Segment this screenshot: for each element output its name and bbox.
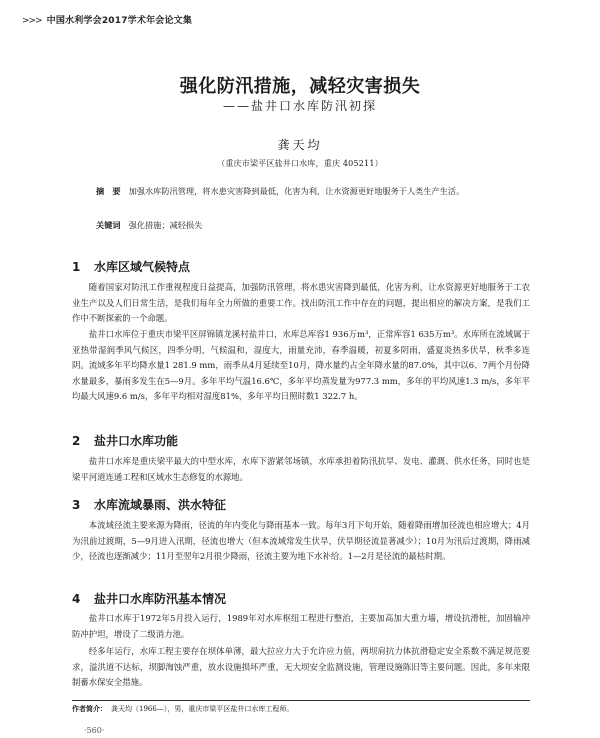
section-title: 水库区域气候特点 [94,260,191,274]
paper-subtitle: ——盐井口水库防汛初探 [222,99,377,113]
paragraph-1-1: 随着国家对防汛工作重视程度日益提高，加强防汛管理，将水患灾害降到最低，化害为利，让水资源更好地服务于工农业生产以及人们日常生活，是我们每年全力所做的重要工作。找出防汛工作中存在的问题，提出相应的解决方案，是我们工作中不断探索的一个命题。 [72,282,530,323]
running-header [22,13,192,26]
author-affiliation: （重庆市梁平区盐井口水库，重庆 405211） [217,159,383,168]
keywords-label: 关键词 [96,220,121,230]
footnote [72,704,530,714]
section-title: 盐井口水库功能 [94,434,179,448]
section-heading-3 [72,496,226,513]
footnote-text: 龚天均（1966—），男，重庆市梁平区盐井口水库工程师。 [111,705,294,713]
author-name: 龚天均 [277,138,323,152]
footnote-label: 作者简介： [72,705,107,713]
section-number: 2 [72,434,81,448]
footnote-divider [72,700,530,701]
section-number: 4 [72,592,81,606]
abstract [96,184,516,199]
page-number: ·560· [84,726,105,735]
abstract-text: 加强水库防汛管理，将水患灾害降到最低，化害为利，让水资源更好地服务于人类生产生活。 [128,186,465,196]
abstract-label: 摘 要 [96,186,121,196]
section-heading-2 [72,432,178,449]
paper-title: 强化防汛措施，减轻灾害损失 [179,76,421,97]
section-number: 1 [72,260,81,274]
section-heading-4 [72,590,226,607]
paragraph-4-2: 经多年运行，水库工程主要存在坝体单薄，最大拉应力大于允许应力值，两坝肩抗力体抗滑稳定安全系数不满足规范要求，溢洪道不达标，坝脚淘蚀严重，放水设施损坏严重，无大坝安全监测设施，管理设施陈旧等主要问题。因此，多年来限制蓄水保安全措施。 [72,646,530,687]
running-header-text: 中国水利学会2017学术年会论文集 [46,16,193,26]
section-title: 水库流域暴雨、洪水特征 [94,498,227,512]
section-heading-1 [72,258,190,275]
chevron-right-icon: >>> [22,16,42,26]
section-number: 3 [72,498,81,512]
paragraph-4-1: 盐井口水库于1972年5月投入运行，1989年对水库枢纽工程进行整治，主要加高加大重力墙，增设抗滑桩，加固输冲防冲护坦，增设了二级消力池。 [72,613,530,639]
keywords [96,220,516,231]
keywords-text: 强化措施；减轻损失 [128,220,203,230]
paragraph-2-1: 盐井口水库是重庆梁平最大的中型水库，水库下游紧邻场镇，水库承担着防汛抗旱、发电、灌溉、供水任务，同时也是梁平河道连通工程和区域水生态修复的水源地。 [72,456,530,482]
paragraph-1-2: 盐井口水库位于重庆市梁平区屏锦镇龙溪村盐井口，水库总库容1 936万m³，正常库容1 635万m³。水库所在流域属于亚热带湿润季风气候区，四季分明，气候温和，湿度大，雨量充沛，春季温暖，初夏多阴雨，盛夏炎热多伏旱，秋季多连阴。流域多年平均降水量1 281.9 mm，雨季从4月延续至10月，降水量约占全年降水量的87.0%，其中以6、7两个月份降水量最多，暴雨多发生在5—9月。多年平均气温16.6℃，多年平均蒸发量为977.3 mm，多年的平均风速1.3 m/s，多年平均最大风速9.6 m/s，多年平均相对湿度81%，多年平均日照时数1 322.7 h。 [72,329,530,401]
section-title: 盐井口水库防汛基本情况 [94,592,227,606]
paragraph-3-1: 本流域径流主要来源为降雨，径流的年内变化与降雨基本一致。每年3月下旬开始，随着降雨增加径流也相应增大；4月为汛前过渡期，5—9月进入汛期，径流也增大（但本流域常发生伏旱，伏旱期径流显著减少）；10月为汛后过渡期，降雨减少，径流也逐渐减少；11月至翌年2月很少降雨，径流主要为地下水补给。1—2月是径流的最枯时期。 [72,520,530,561]
